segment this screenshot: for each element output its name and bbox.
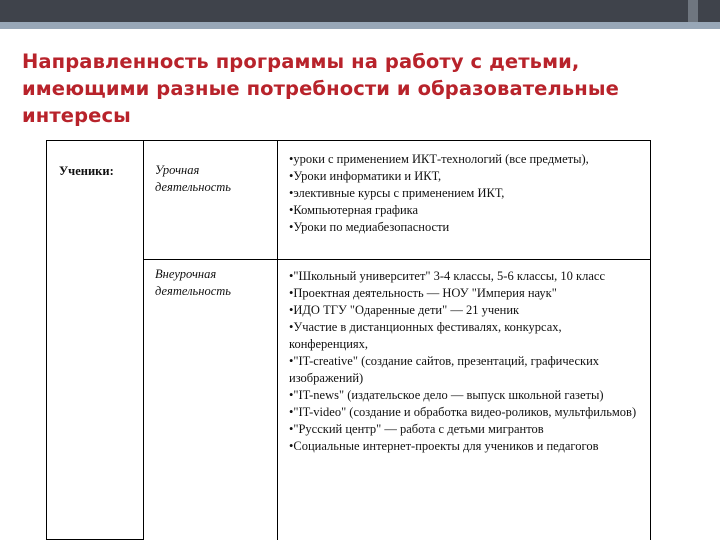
extracurricular-activity-list (289, 268, 642, 455)
header-band-accent (688, 0, 698, 22)
list-item: •"IT-news" (издательское дело — выпуск школьной газеты) (289, 388, 604, 402)
list-item: •уроки с применением ИКТ-технологий (все предметы), (289, 152, 589, 166)
activity-cell (144, 260, 278, 540)
table-row (47, 141, 651, 260)
list-item: •Социальные интернет-проекты для учеников и педагогов (289, 439, 599, 453)
list-item: •Участие в дистанционных фестивалях, конкурсах, конференциях, (289, 320, 562, 351)
header-band-light (0, 22, 720, 29)
list-item: •элективные курсы с применением ИКТ, (289, 186, 505, 200)
header-band-dark (0, 0, 720, 22)
list-item: •Проектная деятельность — НОУ "Империя наук" (289, 286, 557, 300)
list-item: •"Русский центр" — работа с детьми мигрантов (289, 422, 544, 436)
activity-cell (144, 141, 278, 260)
list-item: •"IT-video" (создание и обработка видео-роликов, мультфильмов) (289, 405, 637, 419)
lesson-activity-list (289, 151, 642, 236)
students-label: Ученики: (59, 164, 114, 178)
activity-label-extracurricular: Внеурочная деятельность (155, 267, 231, 298)
students-cell (47, 141, 144, 540)
list-item: •"Школьный университет" 3-4 классы, 5-6 классы, 10 класс (289, 269, 606, 283)
list-item: •Уроки по медиабезопасности (289, 220, 450, 234)
list-item: •Компьютерная графика (289, 203, 419, 217)
items-cell (278, 141, 651, 260)
list-item: •"IT-creative" (создание сайтов, презентаций, графических изображений) (289, 354, 600, 385)
slide-title: Направленность программы на работу с детьми, имеющими разные потребности и образовательные интересы (22, 50, 619, 127)
activity-label-lesson: Урочная деятельность (155, 163, 231, 194)
program-table (46, 140, 651, 540)
items-cell (278, 260, 651, 540)
list-item: •Уроки информатики и ИКТ, (289, 169, 442, 183)
list-item: •ИДО ТГУ "Одаренные дети" — 21 ученик (289, 303, 520, 317)
